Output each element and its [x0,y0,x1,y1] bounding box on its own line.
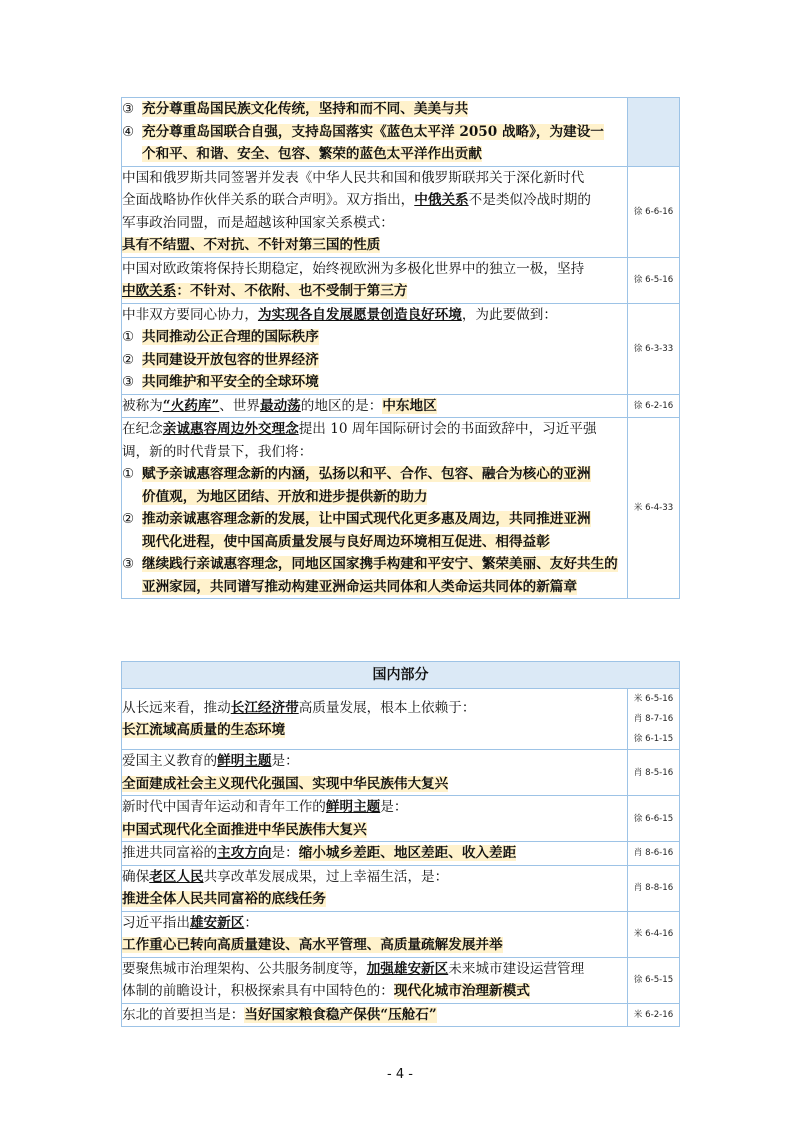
source-tag [628,98,680,167]
row-content: 确保老区人民共享改革发展成果，过上幸福生活，是： 推进全体人民共同富裕的底线任务 [122,865,628,911]
table-row [122,957,680,1003]
source-tag: 徐 6-2-16 [628,394,680,418]
table-row [122,303,680,394]
row-content: 在纪念亲诚惠容周边外交理念提出 10 周年国际研讨会的书面致辞中，习近平强 调，新的时代背景下，我们将： ① 赋予亲诚惠容理念新的内涵，弘扬以和平、合作、包容、融合为核心的亚洲 价值观，为地区团结、开放和进步提供新的助力 ② 推动亲诚惠容理念新的发展，让中国式现代化更多惠及周边，共同推进亚洲 现代化进程，使中国高质量发展与良好周边环境相互促进、相得益彰 ③ 继续践行亲诚惠容理念，同地区国家携手构建和平安宁、繁荣美丽、友好共生的 亚洲家园，共同谱写推动构建亚洲命运共同体和人类命运共同体的新篇章 [122,418,628,599]
table-row [122,394,680,418]
source-tag: 肖 8-5-16 [628,750,680,796]
table-row [122,911,680,957]
source-tag: 肖 8-8-16 [628,865,680,911]
page-number: - 4 - [387,1067,413,1082]
section-header-row [122,662,680,689]
table-row [122,1003,680,1027]
domestic-table [121,661,680,1027]
source-tag: 徐 6-5-15 [628,957,680,1003]
table-row [122,796,680,842]
row-content: 习近平指出雄安新区： 工作重心已转向高质量建设、高水平管理、高质量疏解发展并举 [122,911,628,957]
table-row [122,842,680,866]
source-tag: 徐 6-5-16 [628,257,680,303]
table-row [122,750,680,796]
row-content: 中国和俄罗斯共同签署并发表《中华人民共和国和俄罗斯联邦关于深化新时代 全面战略协作伙伴关系的联合声明》。双方指出，中俄关系不是类似冷战时期的 军事政治同盟，而是超越该种国家关系模式： 具有不结盟、不对抗、不针对第三国的性质 [122,166,628,257]
row-content: 要聚焦城市治理架构、公共服务制度等，加强雄安新区未来城市建设运营管理 体制的前瞻设计，积极探索具有中国特色的：现代化城市治理新模式 [122,957,628,1003]
row-content: 推进共同富裕的主攻方向是：缩小城乡差距、地区差距、收入差距 [122,842,628,866]
row-content: ③ 充分尊重岛国民族文化传统，坚持和而不同、美美与共 ④ 充分尊重岛国联合自强，支持岛国落实《蓝色太平洋 2050 战略》，为建设一 个和平、和谐、安全、包容、繁荣的蓝色太平洋作出贡献 [122,98,628,167]
table-row [122,689,680,750]
row-content: 爱国主义教育的鲜明主题是： 全面建成社会主义现代化强国、实现中华民族伟大复兴 [122,750,628,796]
source-tag: 徐 6-3-33 [628,303,680,394]
source-tag: 徐 6-6-16 [628,166,680,257]
international-table [121,97,680,599]
row-content: 新时代中国青年运动和青年工作的鲜明主题是： 中国式现代化全面推进中华民族伟大复兴 [122,796,628,842]
source-tag: 米 6-4-16 [628,911,680,957]
source-tag: 肖 8-6-16 [628,842,680,866]
table-row [122,166,680,257]
source-tag: 米 6-2-16 [628,1003,680,1027]
section-title: 国内部分 [122,662,680,689]
table-row [122,257,680,303]
source-tag: 徐 6-6-15 [628,796,680,842]
table-row [122,865,680,911]
source-tag: 米 6-4-33 [628,418,680,599]
row-content: 从长远来看，推动长江经济带高质量发展，根本上依赖于： 长江流域高质量的生态环境 [122,689,628,750]
row-content: 中国对欧政策将保持长期稳定，始终视欧洲为多极化世界中的独立一极，坚持 中欧关系：不针对、不依附、也不受制于第三方 [122,257,628,303]
table-row [122,98,680,167]
row-content: 被称为“火药库”、世界最动荡的地区的是：中东地区 [122,394,628,418]
row-content: 中非双方要同心协力，为实现各自发展愿景创造良好环境，为此要做到： ① 共同推动公正合理的国际秩序 ② 共同建设开放包容的世界经济 ③ 共同维护和平安全的全球环境 [122,303,628,394]
table-row [122,418,680,599]
source-tag: 米 6-5-16 肖 8-7-16 徐 6-1-15 [628,689,680,750]
row-content: 东北的首要担当是：当好国家粮食稳产保供“压舱石” [122,1003,628,1027]
